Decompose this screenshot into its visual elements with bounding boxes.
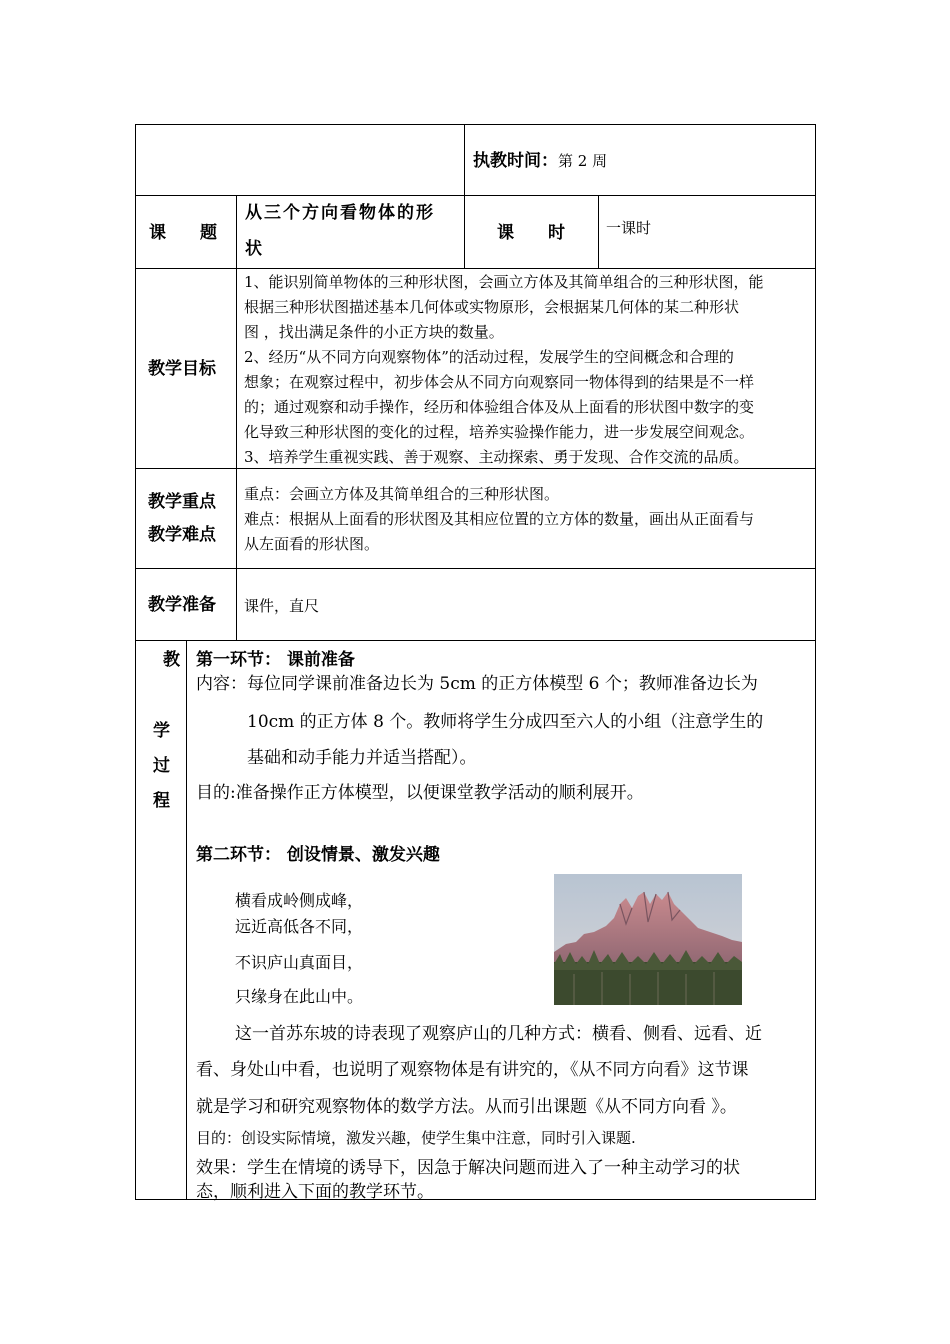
goal-line: 化导致三种形状图的变化的过程，培养实验操作能力，进一步发展空间观念。 — [244, 423, 755, 441]
process-label-char: 学 — [153, 721, 170, 741]
goal-line: 2、经历“从不同方向观察物体”的活动过程，发展学生的空间概念和合理的 — [244, 348, 734, 366]
teaching-time — [473, 146, 607, 174]
s2-para-line: 这一首苏东坡的诗表现了观察庐山的几种方式：横看、侧看、远看、近 — [235, 1024, 762, 1044]
goal-line: 1、能识别简单物体的三种形状图，会画立方体及其简单组合的三种形状图，能 — [244, 273, 764, 291]
process-label-char: 过 — [153, 756, 170, 776]
s2-para-line: 就是学习和研究观察物体的数学方法。从而引出课题《从不同方向看 》。 — [196, 1097, 737, 1117]
goal-line: 想象；在观察过程中，初步体会从不同方向观察同一物体得到的结果是不一样 — [244, 373, 755, 391]
keypoint-line: 难点：根据从上面看的形状图及其相应位置的立方体的数量，画出从正面看与 — [244, 510, 755, 528]
difficulty-label: 教学难点 — [148, 525, 216, 545]
topic-label: 课 题 — [149, 223, 217, 243]
s1-purpose: 目的:准备操作正方体模型，以便课堂教学活动的顺利展开。 — [196, 783, 644, 803]
s2-para-line: 看、身处山中看，也说明了观察物体是有讲究的，《从不同方向看》这节课 — [196, 1060, 749, 1080]
s1-content-line: 10cm 的正方体 8 个。教师将学生分成四至六人的小组（注意学生的 — [247, 712, 764, 732]
topic-value-line1: 从三个方向看物体的形 — [245, 203, 435, 223]
period-label: 课 时 — [497, 223, 565, 243]
process-label-char: 教 — [163, 650, 180, 670]
s1-content-line: 内容：每位同学课前准备边长为 5cm 的正方体模型 6 个；教师准备边长为 — [196, 674, 758, 694]
poem-line: 不识庐山真面目， — [235, 953, 364, 972]
goal-line: 根据三种形状图描述基本几何体或实物原形，会根据某几何体的某二种形状 — [244, 298, 740, 316]
keypoint-line: 重点：会画立方体及其简单组合的三种形状图。 — [244, 485, 560, 503]
topic-value-line2: 状 — [245, 239, 262, 259]
goals-text — [244, 270, 812, 470]
s2-effect-line: 效果：学生在情境的诱导下，因急于解决问题而进入了一种主动学习的状 — [196, 1158, 740, 1178]
keypoint-line: 从左面看的形状图。 — [244, 535, 380, 553]
teaching-time-value: 第 2 周 — [558, 152, 608, 170]
goal-line: 图 ，找出满足条件的小正方块的数量。 — [244, 323, 504, 341]
mountain-photo — [554, 874, 742, 1005]
s2-effect-line: 态，顺利进入下面的教学环节。 — [196, 1182, 434, 1202]
s2-purpose: 目的：创设实际情境，激发兴趣，使学生集中注意，同时引入课题. — [196, 1129, 636, 1147]
section2-title: 第二环节： 创设情景、激发兴趣 — [196, 845, 440, 865]
goal-line: 3、培养学生重视实践、善于观察、主动探索、勇于发现、合作交流的品质。 — [244, 448, 749, 466]
poem-line: 横看成岭侧成峰， — [235, 891, 364, 910]
keypoints-text — [244, 482, 812, 557]
keypoint-label: 教学重点 — [148, 492, 216, 512]
poem-line: 只缘身在此山中。 — [235, 987, 364, 1006]
goals-label: 教学目标 — [148, 359, 216, 379]
period-value: 一课时 — [606, 219, 652, 237]
prep-value: 课件，直尺 — [244, 597, 320, 615]
section1-title: 第一环节： 课前准备 — [196, 650, 355, 670]
process-label-char: 程 — [153, 791, 170, 811]
s1-content-line: 基础和动手能力并适当搭配）。 — [247, 748, 477, 768]
poem-line: 远近高低各不同， — [235, 917, 364, 936]
goal-line: 的；通过观察和动手操作，经历和体验组合体及从上面看的形状图中数字的变 — [244, 398, 755, 416]
prep-label: 教学准备 — [148, 595, 216, 615]
teaching-time-label: 执教时间： — [473, 151, 558, 171]
